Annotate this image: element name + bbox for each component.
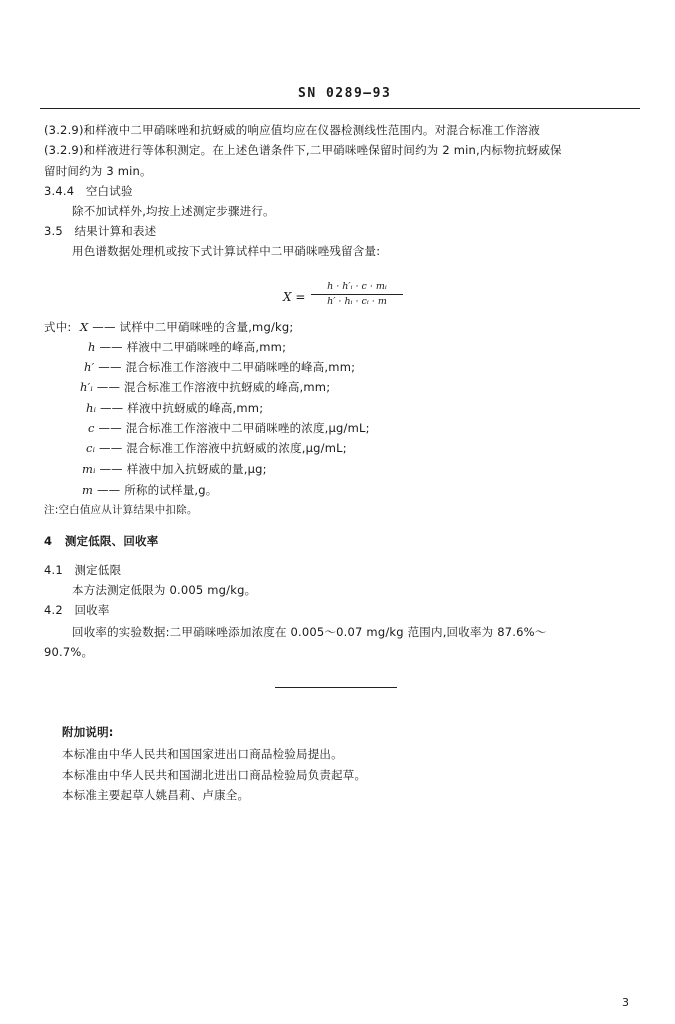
section-3-4-4-heading <box>44 184 133 198</box>
symbol: c <box>88 421 95 435</box>
symbol: h <box>88 340 96 354</box>
where-lead: 式中: <box>44 320 72 334</box>
symbol: cᵢ <box>86 441 96 455</box>
definition: —— 试样中二甲硝咪唑的含量,mg/kg; <box>92 320 294 334</box>
appendix-line: 本标准由中华人民共和国国家进出口商品检验局提出。 <box>62 747 343 761</box>
symbol: m <box>82 483 94 497</box>
intro-line-1: (3.2.9)和样液中二甲硝咪唑和抗蚜威的响应值均应在仪器检测线性范围内。对混合标准工作溶液 <box>44 123 540 137</box>
definition: —— 混合标准工作溶液中二甲硝咪唑的浓度,μg/mL; <box>98 421 370 435</box>
end-rule <box>275 687 397 688</box>
section-title: 测定低限、回收率 <box>64 534 159 548</box>
section-3-5-heading <box>44 224 156 238</box>
appendix-title: 附加说明: <box>62 725 114 739</box>
symbol: mᵢ <box>82 462 96 476</box>
section-3-4-4-text: 除不加试样外,均按上述测定步骤进行。 <box>72 204 275 218</box>
intro-line-2: (3.2.9)和样液进行等体积测定。在上述色谱条件下,二甲硝咪唑保留时间约为 2 min,内标物抗蚜威保 <box>44 143 562 157</box>
symbol: h′ᵢ <box>80 380 93 394</box>
symbol: h′ <box>84 360 95 374</box>
section-4-1-heading <box>44 563 121 577</box>
definition: —— 样液中二甲硝咪唑的峰高,mm; <box>99 340 287 354</box>
definition: —— 样液中加入抗蚜威的量,μg; <box>99 462 267 476</box>
definition: —— 所称的试样量,g。 <box>96 483 218 497</box>
note: 注:空白值应从计算结果中扣除。 <box>44 504 198 516</box>
where-item <box>86 401 263 415</box>
where-item <box>84 360 355 374</box>
section-number: 4.1 <box>44 563 63 577</box>
definition: —— 混合标准工作溶液中抗蚜威的峰高,mm; <box>96 380 331 394</box>
symbol: X <box>80 320 89 334</box>
section-4-1-text: 本方法测定低限为 0.005 mg/kg。 <box>72 583 257 597</box>
where-item <box>80 320 293 334</box>
where-item <box>88 340 286 354</box>
section-4-2-heading <box>44 603 110 617</box>
section-number: 3.4.4 <box>44 184 75 198</box>
section-number: 4 <box>44 534 53 548</box>
where-item <box>88 421 370 435</box>
formula-fraction <box>311 281 403 308</box>
formula-numerator: h · h′ᵢ · c · mᵢ <box>327 281 387 292</box>
section-4-2-line-2: 90.7%。 <box>44 645 94 659</box>
formula-lhs: X = <box>283 290 306 304</box>
section-4-heading <box>44 534 158 548</box>
section-title: 测定低限 <box>74 563 122 577</box>
section-title: 回收率 <box>74 603 110 617</box>
where-item <box>82 462 267 476</box>
where-item <box>80 380 330 394</box>
formula-denominator: h′ · hᵢ · cᵢ · m <box>327 296 387 307</box>
section-3-5-text: 用色谱数据处理机或按下式计算试样中二甲硝咪唑残留含量: <box>72 244 381 258</box>
section-number: 4.2 <box>44 603 63 617</box>
page-number: 3 <box>622 996 630 1009</box>
section-4-2-line-1: 回收率的实验数据:二甲硝咪唑添加浓度在 0.005～0.07 mg/kg 范围内,回收率为 87.6%～ <box>72 625 547 639</box>
definition: —— 混合标准工作溶液中抗蚜威的浓度,μg/mL; <box>99 441 347 455</box>
section-number: 3.5 <box>44 224 63 238</box>
where-item <box>86 441 347 455</box>
definition: —— 样液中抗蚜威的峰高,mm; <box>99 401 264 415</box>
header-rule <box>40 108 640 109</box>
appendix-line: 本标准主要起草人姚昌莉、卢康全。 <box>62 788 250 802</box>
appendix-line: 本标准由中华人民共和国湖北进出口商品检验局负责起草。 <box>62 768 367 782</box>
section-title: 结果计算和表述 <box>74 224 157 238</box>
section-title: 空白试验 <box>85 184 133 198</box>
symbol: hᵢ <box>86 401 97 415</box>
standard-code: SN 0289—93 <box>298 86 392 101</box>
intro-line-3: 留时间约为 3 min。 <box>44 164 152 178</box>
fraction-bar <box>311 294 403 295</box>
definition: —— 混合标准工作溶液中二甲硝咪唑的峰高,mm; <box>98 360 356 374</box>
where-item <box>82 483 217 497</box>
